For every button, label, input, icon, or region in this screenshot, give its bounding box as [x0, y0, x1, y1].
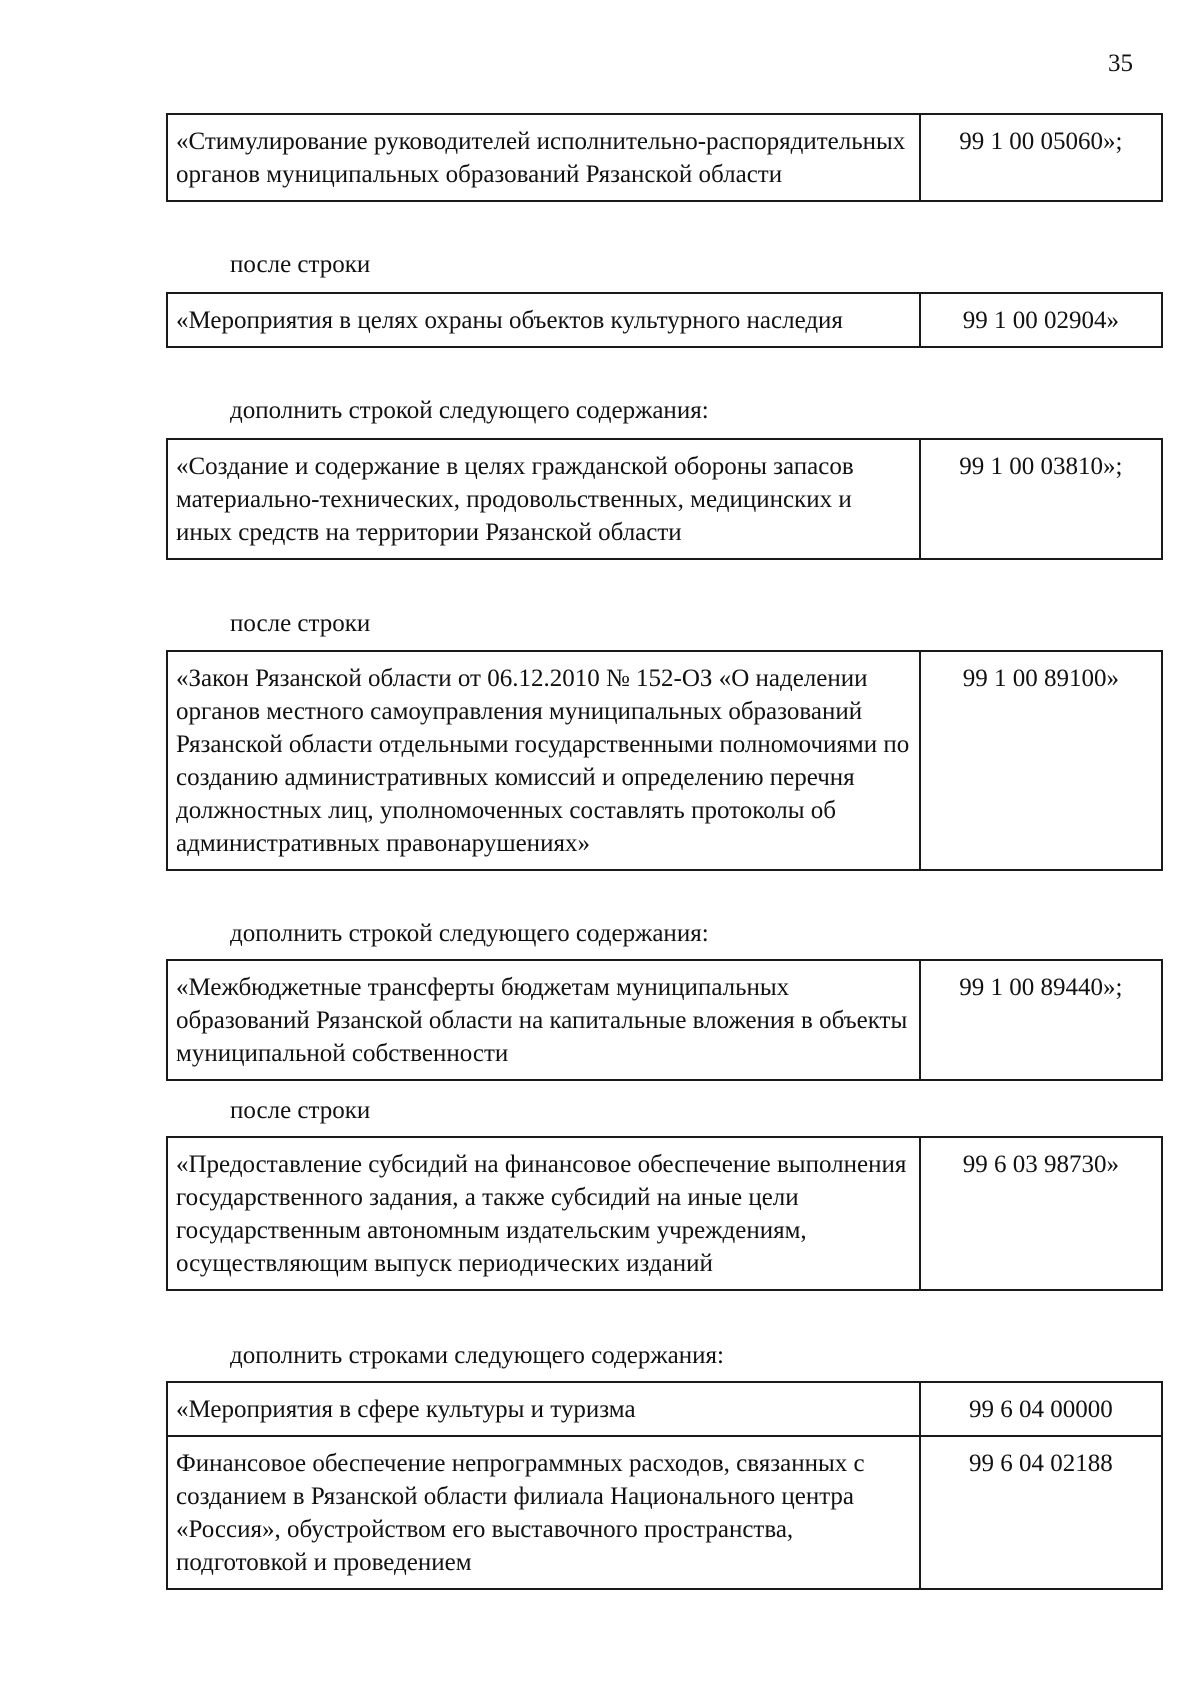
budget-code-table [166, 650, 1163, 871]
table-row [167, 114, 1162, 201]
row-code: 99 6 04 00000 [920, 1382, 1162, 1436]
table-row [167, 293, 1162, 347]
instruction-text: дополнить строкой следующего содержания: [230, 397, 709, 424]
page-number: 35 [1108, 50, 1133, 77]
row-description: «Мероприятия в сфере культуры и туризма [167, 1382, 920, 1436]
table-row [167, 1382, 1162, 1436]
row-description: Финансовое обеспечение непрограммных расходов, связанных с созданием в Рязанской области филиала Национального центра «Россия», обустройством его выставочного пространства, подготовкой и проведением [167, 1436, 920, 1589]
budget-code-table [166, 959, 1163, 1081]
instruction-text: после строки [230, 251, 371, 278]
row-description: «Создание и содержание в целях гражданской обороны запасов материально-технических, продовольственных, медицинских и иных средств на территории Рязанской области [167, 439, 920, 559]
budget-code-table [166, 113, 1163, 202]
row-description: «Стимулирование руководителей исполнительно-распорядительных органов муниципальных образований Рязанской области [167, 114, 920, 201]
instruction-text: дополнить строкой следующего содержания: [230, 920, 709, 947]
budget-code-table [166, 292, 1163, 348]
row-code: 99 1 00 03810»; [920, 439, 1162, 559]
table-row [167, 1137, 1162, 1290]
row-code: 99 6 04 02188 [920, 1436, 1162, 1589]
row-code: 99 1 00 05060»; [920, 114, 1162, 201]
table-row [167, 651, 1162, 870]
row-description: «Предоставление субсидий на финансовое обеспечение выполнения государственного задания, а также субсидий на иные цели государственным автономным издательским учреждениям, осуществляющим выпуск периодических изданий [167, 1137, 920, 1290]
table-row [167, 960, 1162, 1080]
row-code: 99 1 00 02904» [920, 293, 1162, 347]
table-row [167, 439, 1162, 559]
budget-code-table [166, 438, 1163, 560]
instruction-text: после строки [230, 1097, 371, 1124]
row-description: «Закон Рязанской области от 06.12.2010 № 152-ОЗ «О наделении органов местного самоуправления муниципальных образований Рязанской области отдельными государственными полномочиями по созданию административных комиссий и определению перечня должностных лиц, уполномоченных составлять протоколы об административных правонарушениях» [167, 651, 920, 870]
budget-code-table [166, 1136, 1163, 1291]
row-code: 99 6 03 98730» [920, 1137, 1162, 1290]
row-code: 99 1 00 89100» [920, 651, 1162, 870]
budget-code-table [166, 1381, 1163, 1590]
row-code: 99 1 00 89440»; [920, 960, 1162, 1080]
instruction-text: дополнить строками следующего содержания: [230, 1342, 724, 1369]
table-row [167, 1436, 1162, 1589]
row-description: «Мероприятия в целях охраны объектов культурного наследия [167, 293, 920, 347]
instruction-text: после строки [230, 610, 371, 637]
row-description: «Межбюджетные трансферты бюджетам муниципальных образований Рязанской области на капитальные вложения в объекты муниципальной собственности [167, 960, 920, 1080]
